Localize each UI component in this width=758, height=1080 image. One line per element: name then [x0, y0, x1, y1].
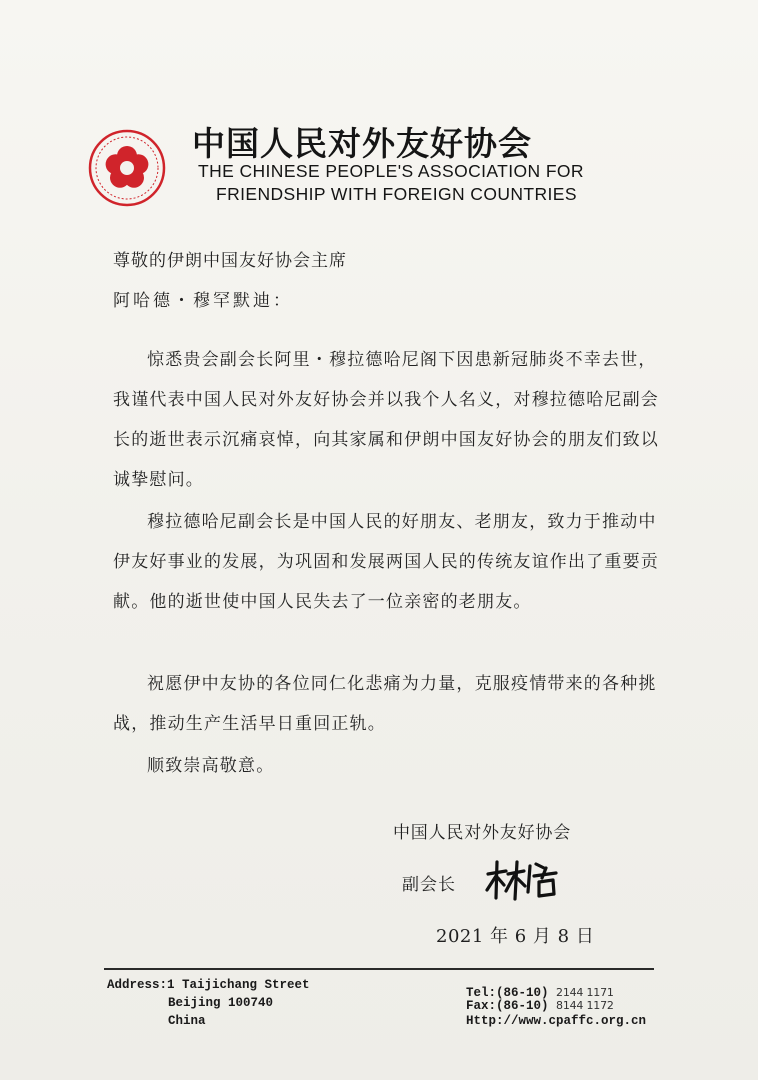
cpaffc-logo [88, 129, 166, 207]
letter-date: 2021 年 6 月 8 日 [436, 926, 595, 947]
fax-number: 8144 1172 [556, 999, 614, 1012]
org-name-english-line2: FRIENDSHIP WITH FOREIGN COUNTRIES [216, 184, 577, 204]
org-name-english-line1: THE CHINESE PEOPLE'S ASSOCIATION FOR [198, 161, 584, 181]
signatory-title: 副会长 [402, 875, 456, 895]
footer-divider [104, 968, 654, 970]
body-paragraph: 祝愿伊中友协的各位同仁化悲痛为力量，克服疫情带来的各种挑战，推动生产生活早日重回正轨。 [113, 674, 657, 734]
body-paragraph: 惊悉贵会副会长阿里・穆拉德哈尼阁下因患新冠肺炎不幸去世，我谨代表中国人民对外友好协会并以我个人名义，对穆拉德哈尼副会长的逝世表示沉痛哀悼，向其家属和伊朗中国友好协会的朋友们致以诚挚慰问。 [113, 350, 659, 490]
body-paragraph: 顺致崇高敬意。 [147, 756, 275, 776]
telephone-number: 2144 1171 [556, 986, 614, 999]
recipient-name: 阿哈德・穆罕默迪： [113, 291, 293, 311]
org-name-chinese: 中国人民对外友好协会 [192, 124, 532, 163]
footer-address-line1: Address:1 Taijichang Street [107, 978, 310, 992]
fax-label: Fax:(86-10) [466, 999, 557, 1013]
telephone-label: Tel:(86-10) [466, 986, 557, 1000]
footer-address-line3: China [168, 1014, 206, 1028]
footer-website: Http://www.cpaffc.org.cn [466, 1014, 647, 1028]
footer-address-line2: Beijing 100740 [168, 996, 274, 1010]
body-paragraph: 穆拉德哈尼副会长是中国人民的好朋友、老朋友，致力于推动中伊友好事业的发展，为巩固和发展两国人民的传统友谊作出了重要贡献。他的逝世使中国人民失去了一位亲密的老朋友。 [113, 512, 659, 612]
recipient-title: 尊敬的伊朗中国友好协会主席 [113, 251, 347, 271]
handwritten-signature [484, 858, 564, 902]
signatory-organization: 中国人民对外友好协会 [393, 823, 571, 843]
